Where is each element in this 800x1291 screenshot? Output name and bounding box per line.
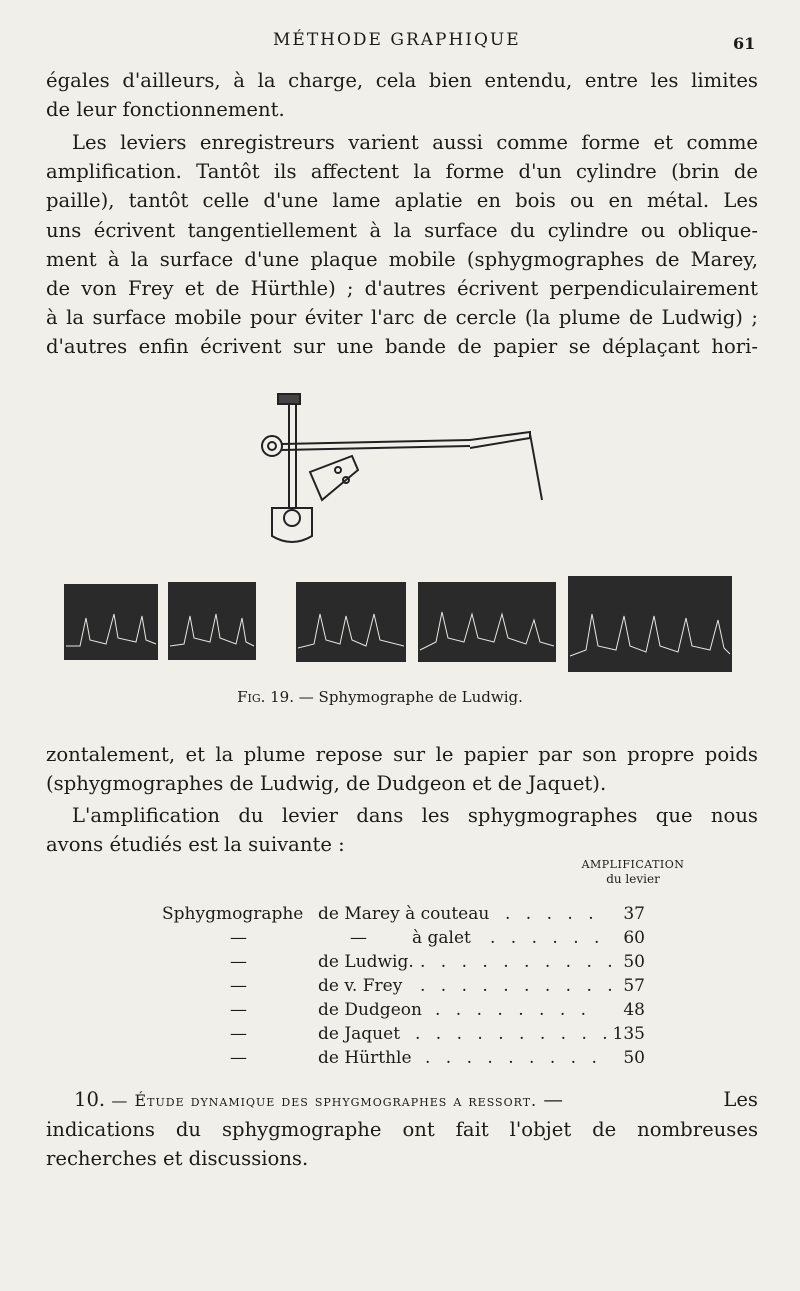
row-name: de Hürthle [318, 1048, 412, 1068]
amplification-table [0, 858, 800, 1068]
table-row [0, 976, 800, 1002]
ludwig-sphygmograph-drawing [262, 394, 542, 542]
text-line: à la surface mobile pour éviter l'arc de cercle (la plume de Ludwig) ; [46, 306, 758, 330]
page-header [0, 30, 800, 54]
row-value: 135 [612, 1024, 645, 1044]
text-line: d'autres enfin écrivent sur une bande de papier se déplaçant hori- [46, 335, 758, 359]
text-line: ment à la surface d'une plaque mobile (sphygmographes de Marey, [46, 247, 758, 271]
row-name: de Dudgeon [318, 1000, 422, 1020]
text-line: paille), tantôt celle d'une lame aplatie en bois ou en métal. Les [46, 189, 758, 213]
text-line: amplification. Tantôt ils affectent la forme d'un cylindre (brin de [46, 160, 758, 184]
section-heading-line [46, 1085, 758, 1115]
text-line: de leur fonctionnement. [46, 98, 285, 122]
row-prefix: — [230, 1048, 247, 1068]
paragraph-3 [46, 740, 758, 798]
text-line: L'amplification du levier dans les sphygmographes que nous [72, 804, 758, 827]
table-row [0, 952, 800, 978]
table-row [0, 1048, 800, 1074]
text-line: zontalement, et la plume repose sur le papier par son propre poids [46, 743, 758, 766]
text-line: recherches et discussions. [46, 1147, 309, 1170]
figure-caption-text: — Sphymographe de Ludwig. [298, 688, 523, 706]
row-value: 50 [623, 952, 645, 972]
section-dash: — [543, 1088, 563, 1111]
column-header-sub: du levier [606, 872, 660, 886]
table-row [0, 928, 800, 954]
leader-dots: . . . . . . . . . . [415, 1024, 613, 1044]
table-row [0, 1024, 800, 1050]
text-line: indications du sphygmographe ont fait l'objet de nombreuses [46, 1118, 758, 1141]
row-prefix: — [230, 928, 247, 948]
sphygmograph-illustration [60, 388, 740, 688]
paragraph-2 [46, 128, 758, 362]
row-value: 37 [623, 904, 645, 924]
row-name: de Marey à couteau [318, 904, 490, 924]
row-value: 60 [623, 928, 645, 948]
section-number: 10. [74, 1088, 106, 1111]
column-header-main: AMPLIFICATION [581, 858, 685, 871]
running-title: MÉTHODE GRAPHIQUE [273, 30, 521, 50]
leader-dots: . . . . . . . . . . [420, 952, 618, 972]
leader-dots: . . . . . . . . . . [420, 976, 618, 996]
text-line: Les leviers enregistreurs varient aussi comme forme et comme [72, 131, 758, 154]
table-column-header [578, 858, 688, 886]
text-line: uns écrivent tangentiellement à la surface du cylindre ou oblique- [46, 218, 758, 242]
section-heading: — Étude dynamique des sphygmographes a ressort. [111, 1091, 538, 1110]
figure-caption [40, 688, 720, 706]
leader-dots: . . . . . . [490, 928, 605, 948]
paragraph-1 [46, 66, 758, 124]
row-name: de Jaquet [318, 1024, 401, 1044]
row-value: 57 [623, 976, 645, 996]
row-name: de v. Frey [318, 976, 403, 996]
table-row [0, 904, 800, 930]
row-name: à galet [412, 928, 471, 948]
text-line: Les [723, 1088, 758, 1111]
row-prefix: — [230, 952, 247, 972]
row-prefix: Sphygmographe [162, 904, 304, 924]
section-10 [46, 1085, 758, 1173]
text-line: avons étudiés est la suivante : [46, 833, 345, 857]
row-value: 50 [623, 1048, 645, 1068]
text-line: (sphygmographes de Ludwig, de Dudgeon et de Jaquet). [46, 772, 607, 796]
page-number: 61 [733, 34, 756, 53]
row-name: de Ludwig. [318, 952, 414, 972]
row-dash: — [350, 928, 367, 948]
text-line: égales d'ailleurs, à la charge, cela bien entendu, entre les limites [46, 69, 758, 92]
leader-dots: . . . . . . . . . [425, 1048, 602, 1068]
row-prefix: — [230, 976, 247, 996]
paragraph-4 [46, 801, 758, 859]
figure-19 [60, 388, 740, 718]
leader-dots: . . . . . [505, 904, 599, 924]
table-row [0, 1000, 800, 1026]
text-line: de von Frey et de Hürthle) ; d'autres écrivent perpendiculairement [46, 277, 758, 301]
row-prefix: — [230, 1000, 247, 1020]
row-value: 48 [623, 1000, 645, 1020]
row-prefix: — [230, 1024, 247, 1044]
leader-dots: . . . . . . . . [435, 1000, 592, 1020]
pulse-tracings [64, 576, 732, 672]
figure-label: Fig. 19. [237, 688, 294, 706]
